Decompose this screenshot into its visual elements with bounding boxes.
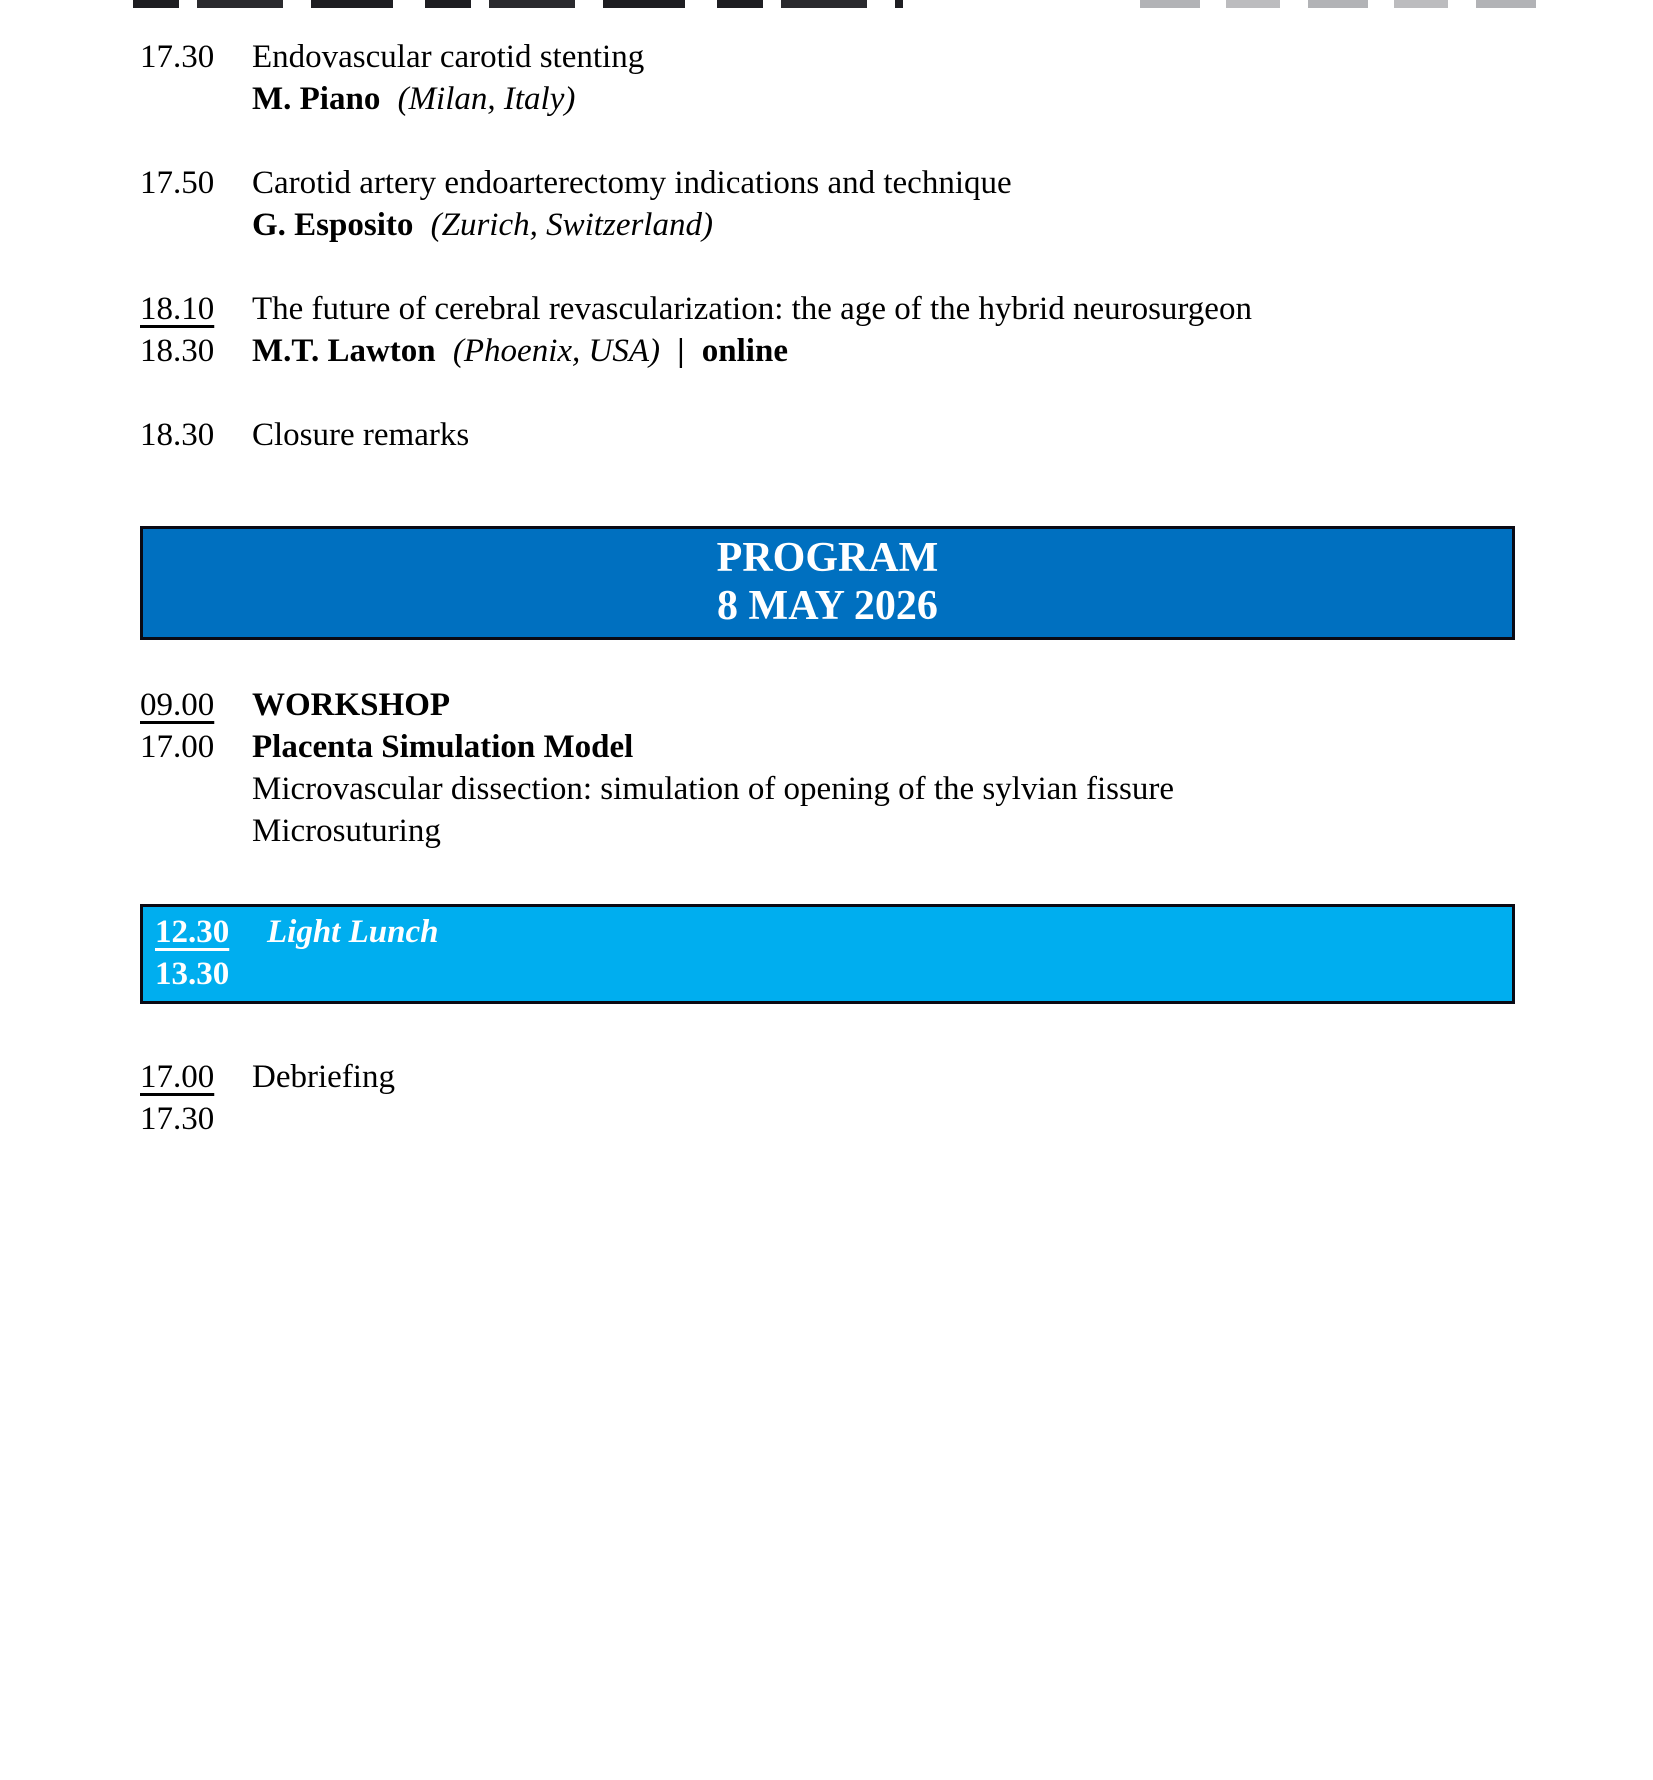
- entry-content: [252, 1056, 1515, 1098]
- entry-title: The future of cerebral revascularization: the age of the hybrid neurosurgeon: [252, 291, 1252, 327]
- entry-content: [252, 288, 1515, 372]
- time-start: 17.30: [140, 39, 215, 75]
- entry-speaker-line: [252, 78, 1515, 120]
- time-start: 17.00: [140, 1059, 215, 1095]
- clipped-text-remnant-right: [1140, 0, 1550, 8]
- time-start: 12.30: [155, 914, 230, 950]
- entry-time: [140, 684, 252, 768]
- speaker-name: M.T. Lawton: [252, 333, 436, 369]
- schedule-entry: [140, 162, 1515, 246]
- workshop-subtitle: Placenta Simulation Model: [252, 729, 634, 765]
- entry-time: [140, 414, 252, 456]
- speaker-name: G. Esposito: [252, 207, 414, 243]
- entry-content: [252, 162, 1515, 246]
- clipped-text-remnant-left: [133, 0, 903, 8]
- debriefing-entry: [140, 1056, 1515, 1140]
- time-start: 18.30: [140, 417, 215, 453]
- time-end: 13.30: [155, 956, 230, 992]
- entry-title: Carotid artery endoarterectomy indications and technique: [252, 165, 1012, 201]
- speaker-location: (Milan, Italy): [397, 81, 576, 117]
- entry-time: [140, 1056, 252, 1140]
- entry-content: [267, 911, 1502, 953]
- pipe-separator: |: [677, 333, 685, 369]
- speaker-name: M. Piano: [252, 81, 381, 117]
- time-end: 17.00: [140, 729, 215, 765]
- speaker-location: (Zurich, Switzerland): [430, 207, 713, 243]
- entry-time: [140, 36, 252, 78]
- entry-title: Closure remarks: [252, 417, 470, 453]
- entry-content: [252, 36, 1515, 120]
- workshop-item: Microsuturing: [252, 813, 441, 849]
- online-label: online: [701, 333, 788, 369]
- workshop-title: WORKSHOP: [252, 687, 451, 723]
- speaker-location: (Phoenix, USA): [452, 333, 660, 369]
- workshop-item: Microvascular dissection: simulation of opening of the sylvian fissure: [252, 771, 1174, 807]
- program-day-banner: [140, 526, 1515, 640]
- entry-content: [252, 414, 1515, 456]
- schedule-entry: [140, 36, 1515, 120]
- entry-content: [252, 684, 1515, 852]
- lunch-label: Light Lunch: [267, 914, 439, 950]
- schedule-entry: [140, 414, 1515, 456]
- time-end: 18.30: [140, 333, 215, 369]
- workshop-entry: [140, 684, 1515, 852]
- document-body: [0, 36, 1653, 1140]
- entry-speaker-line: [252, 204, 1515, 246]
- entry-time: [155, 911, 267, 995]
- entry-speaker-line: [252, 330, 1515, 372]
- entry-time: [140, 162, 252, 204]
- entry-title: Endovascular carotid stenting: [252, 39, 645, 75]
- lunch-banner: [140, 904, 1515, 1004]
- banner-date: 8 MAY 2026: [717, 583, 938, 629]
- banner-title: PROGRAM: [716, 535, 939, 581]
- time-start: 18.10: [140, 291, 215, 327]
- schedule-entry: [140, 288, 1515, 372]
- time-start: 17.50: [140, 165, 215, 201]
- entry-time: [140, 288, 252, 372]
- debriefing-label: Debriefing: [252, 1059, 395, 1095]
- time-start: 09.00: [140, 687, 215, 723]
- time-end: 17.30: [140, 1101, 215, 1137]
